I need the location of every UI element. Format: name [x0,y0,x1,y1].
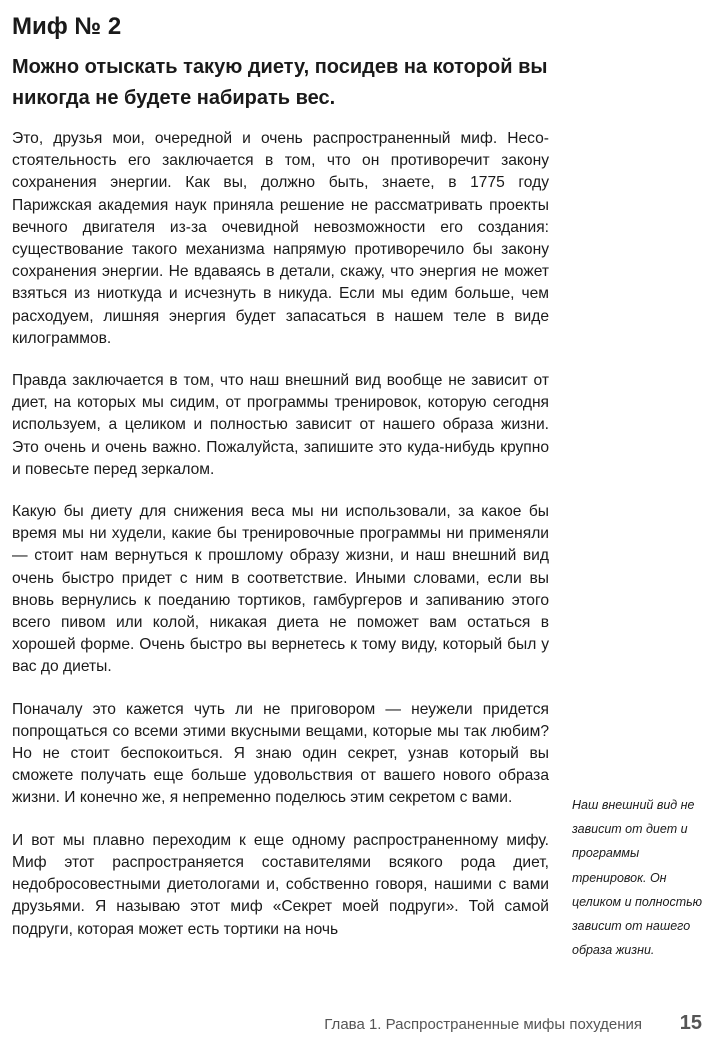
body-text [12,128,549,961]
paragraph-2: Правда заключается в том, что наш внешний вид вообще не зависит от диет, на которых мы сидим, от программы тренировок, которую сегодня используем, а целиком и полностью зависит от нашего образа жизни. Это очень и очень важно. Пожалуйста, запишите это куда-нибудь крупно и повесьте перед зеркалом. [12,372,549,478]
paragraph-1: Это, друзья мои, очередной и очень распространенный миф. Несостоятельность его заключается в том, что он противоречит закону сохранения энергии. Как вы, должно быть, знаете, в 1775 году Парижская академия наук приняла решение не рассматривать проекты вечного двигателя из-за очевидной невозможности его создания: существование такого механизма напрямую противоречило бы закону сохранения энергии. Не вдаваясь в детали, скажу, что энергия не может взяться из ниоткуда и исчезнуть в никуда. Если мы едим больше, чем расходуем, лишняя энергия будет запасаться в нашем теле в виде килограммов. [12,130,549,347]
paragraph-3: Какую бы диету для снижения веса мы ни использовали, за какое бы время мы ни худели, какие бы тренировочные программы ни применяли — стоит нам вернуться к прошлому образу жизни, и наш внешний вид очень быстро придет с ним в соответствие. Иными словами, если вы вновь вернулись к поеданию тортиков, гамбургеров и запиванию этого всего пивом или колой, никакая диета не поможет вам остаться в хорошей форме. Очень быстро вы вернетесь к тому виду, который был у вас до диеты. [12,503,549,676]
chapter-title: Глава 1. Распространенные мифы похудения [324,1016,642,1033]
page-number: 15 [679,1012,702,1034]
paragraph-4: Поначалу это кажется чуть ли не приговором — неужели придется попрощаться со всеми этими вкусными вещами, которые мы так любим? Но не стоит беспокоиться. Я знаю один секрет, узнав который вы сможете получать еще больше удовольствия от вашего нового образа жизни. И конечно же, я непременно поделюсь этим секретом с вами. [12,700,549,807]
myth-subtitle: Можно отыскать такую диету, посидев на которой вы никогда не будете набирать вес. [12,56,548,109]
page-footer [0,1012,706,1042]
myth-title: Миф № 2 [12,13,122,40]
margin-note: Наш внешний вид не зависит от диет и программы тренировок. Он целиком и полностью зависит от нашего образа жизни. [572,798,703,958]
paragraph-5: И вот мы плавно переходим к еще одному распространенному мифу. Миф этот распространяется составителями всякого рода диет, недобросовестными диетологами и, собственно говоря, нашими с вами друзьями. Я называю этот миф «Секрет моей подруги». Той самой подруги, которая может есть тортики на ночь [12,831,549,938]
